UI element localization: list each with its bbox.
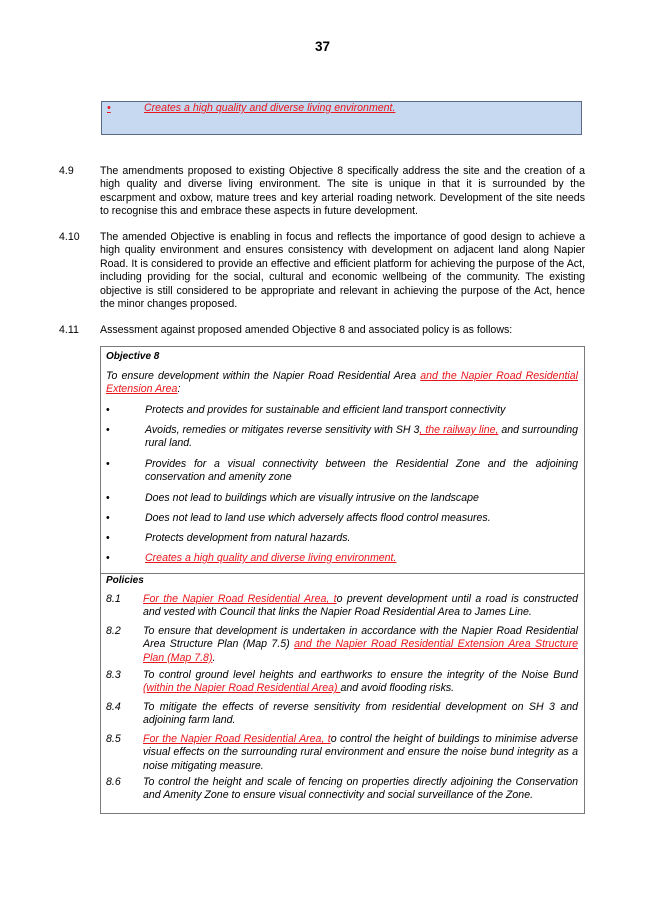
objective-bullet-2: • Avoids, remedies or mitigates reverse sensitivity with SH 3, the railway line, and surrounding rural land. <box>106 424 578 450</box>
objective-heading: Objective 8 <box>106 351 160 362</box>
page-number: 37 <box>314 39 331 54</box>
policy-8-4: 8.4 To mitigate the effects of reverse sensitivity from residential development on SH 3 and adjoining farm land. <box>106 701 578 727</box>
policy-8-5: 8.5 For the Napier Road Residential Area, to control the height of buildings to minimise adverse visual effects on the surrounding rural environment and ensure the noise bund integrity as a noise mitigating measure. <box>106 733 579 772</box>
inserted-bullet-line <box>107 102 395 115</box>
box-rule <box>103 134 567 135</box>
inserted-text: Creates a high quality and diverse living environment. <box>144 102 396 114</box>
paragraph-text: The amendments proposed to existing Objective 8 specifically address the site and the creation of a high quality and diverse living environment. The site is unique in that it is surrounded by the escarpment and oxbow, mature trees and key arterial roading network. Development of the site needs to recognise this and embrace these aspects in future development. <box>100 165 585 218</box>
objective-bullet-6: • Protects development from natural hazards. <box>106 532 351 544</box>
policy-8-3: 8.3 To control ground level heights and earthworks to ensure the integrity of the Noise Bund (within the Napier Road Residential Area) and avoid flooding risks. <box>106 669 578 695</box>
policy-8-2: 8.2 To ensure that development is undertaken in accordance with the Napier Road Residential Area Structure Plan (Map 7.5) and the Napier Road Residential Extension Area Structure Plan (Map 7.8). <box>106 625 578 664</box>
bullet-marker: • <box>107 102 111 114</box>
objective-bullet-4: • Does not lead to buildings which are visually intrusive on the landscape <box>106 492 479 504</box>
policy-8-6: 8.6 To control the height and scale of fencing on properties directly adjoining the Conservation and Amenity Zone to ensure visual connectivity and social surveillance of the Zone. <box>106 776 578 802</box>
paragraph-text: The amended Objective is enabling in focus and reflects the importance of good design to achieve a high quality environment and ensures consistency with development on adjacent land along Napier Road. It is considered to provide an effective and efficient platform for achieving the purpose of the Act, including providing for the social, cultural and economic wellbeing of the community. The existing objective is still considered to be appropriate and relevant in achieving the purpose of the Act, hence the minor changes proposed. <box>100 231 585 311</box>
objective-bullet-5: • Does not lead to land use which adversely affects flood control measures. <box>106 512 491 524</box>
paragraph-number: 4.10 <box>59 231 80 243</box>
objective-bullet-7: • Creates a high quality and diverse living environment. <box>106 552 397 564</box>
objective-intro: To ensure development within the Napier Road Residential Area and the Napier Road Residential Extension Area: <box>106 370 578 396</box>
paragraph-4-10 <box>59 231 585 311</box>
paragraph-number: 4.9 <box>59 165 74 177</box>
inserted-text-box <box>101 101 582 135</box>
paragraph-4-11 <box>59 324 585 337</box>
objective-bullet-1: • Protects and provides for sustainable and efficient land transport connectivity <box>106 404 506 416</box>
paragraph-number: 4.11 <box>59 324 79 336</box>
policy-8-1: 8.1 For the Napier Road Residential Area, to prevent development until a road is constructed and vested with Council that links the Napier Road Residential Area to James Line. <box>106 593 579 619</box>
objective-bullet-3: • Provides for a visual connectivity between the Residential Zone and the adjoining conservation and amenity zone <box>106 458 578 484</box>
objective-policy-table <box>100 346 585 814</box>
paragraph-text: Assessment against proposed amended Objective 8 and associated policy is as follows: <box>100 324 513 336</box>
policies-heading: Policies <box>106 575 144 586</box>
paragraph-4-9 <box>59 165 585 219</box>
